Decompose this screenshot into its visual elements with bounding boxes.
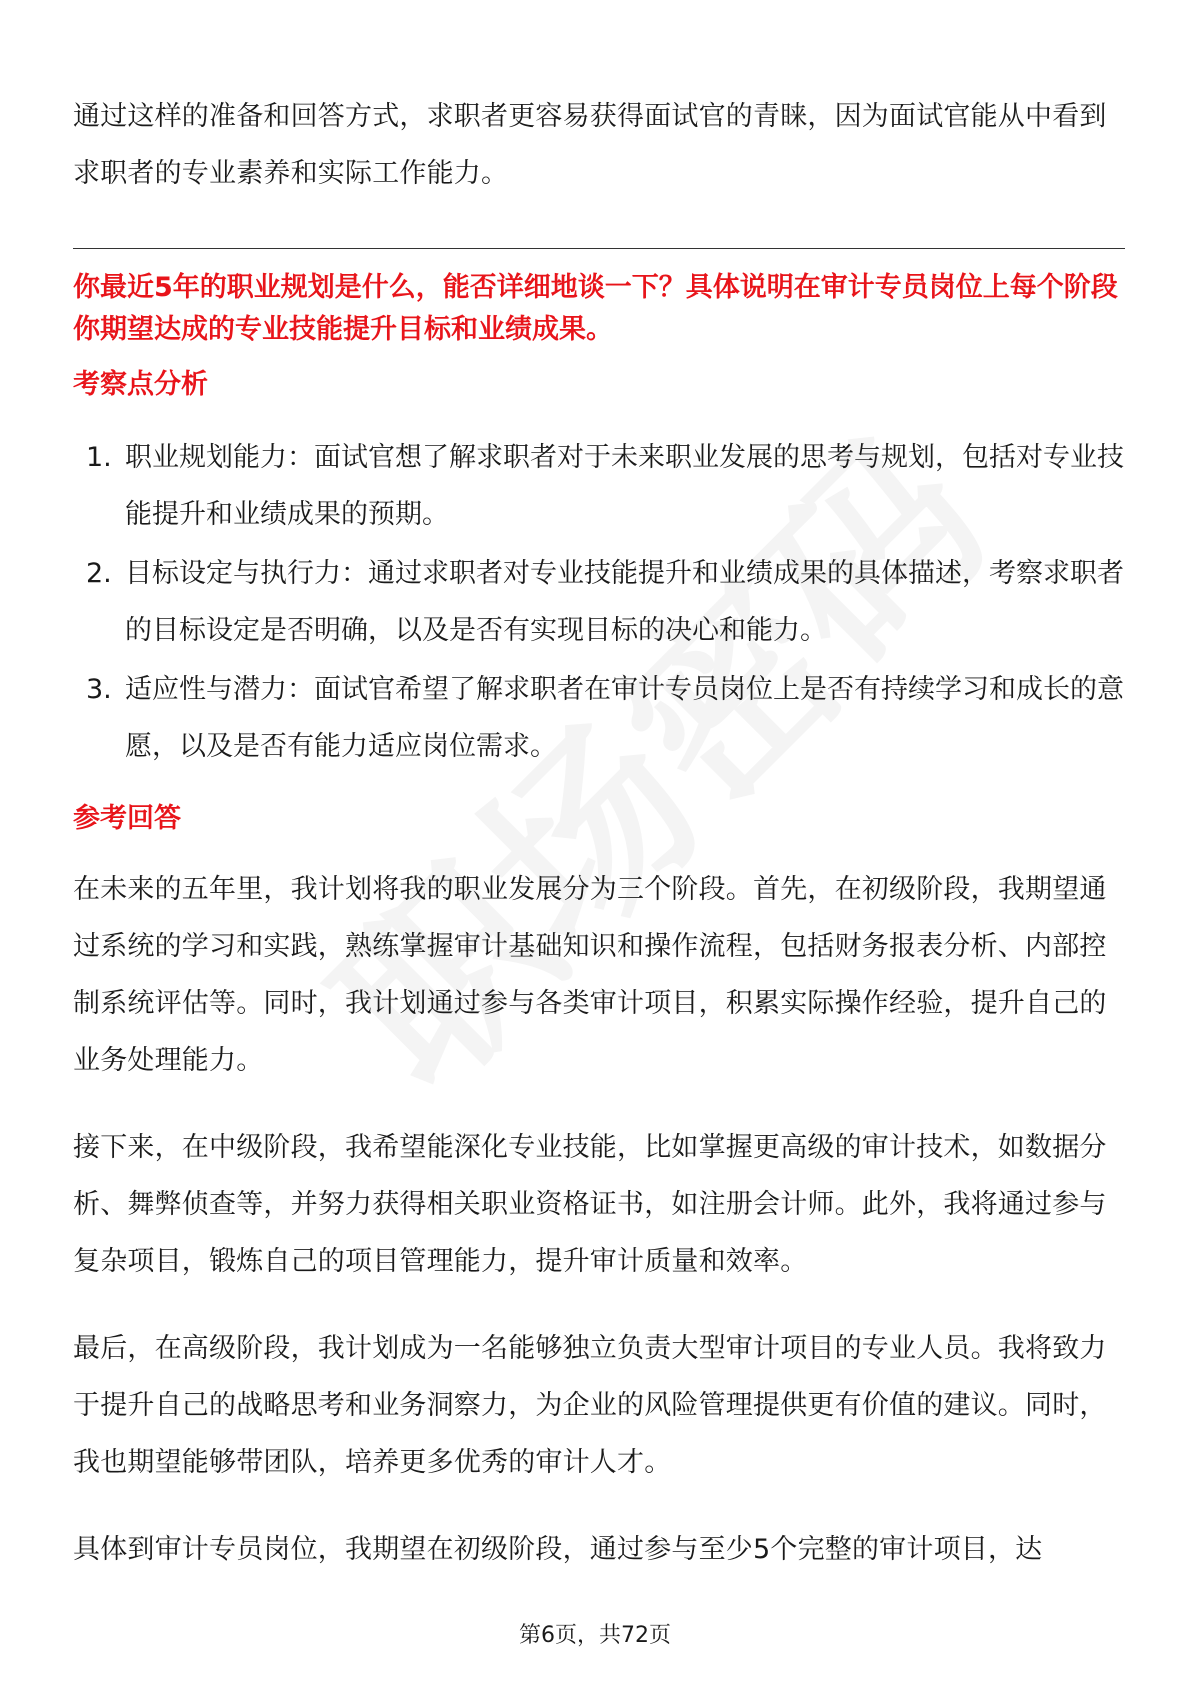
answer-heading: 参考回答 bbox=[73, 803, 181, 834]
intro-paragraph: 通过这样的准备和回答方式，求职者更容易获得面试官的青睐，因为面试官能从中看到求职者的专业素养和实际工作能力。 bbox=[73, 101, 1107, 189]
list-item-text: 目标设定与执行力：通过求职者对专业技能提升和业绩成果的具体描述，考察求职者的目标设定是否明确，以及是否有实现目标的决心和能力。 bbox=[125, 558, 1124, 646]
answer-paragraph: 具体到审计专员岗位，我期望在初级阶段，通过参与至少5个完整的审计项目，达 bbox=[73, 1534, 1043, 1565]
document-page bbox=[73, 88, 1125, 1578]
question-title: 你最近5年的职业规划是什么，能否详细地谈一下？具体说明在审计专员岗位上每个阶段你期望达成的专业技能提升目标和业绩成果。 bbox=[73, 272, 1118, 345]
list-item bbox=[73, 545, 1125, 659]
list-item bbox=[73, 661, 1125, 775]
list-item-number: 3. bbox=[86, 674, 112, 705]
analysis-heading: 考察点分析 bbox=[73, 369, 208, 400]
list-item-text: 职业规划能力：面试官想了解求职者对于未来职业发展的思考与规划，包括对专业技能提升和业绩成果的预期。 bbox=[125, 442, 1124, 530]
analysis-list bbox=[73, 429, 1125, 775]
answer-paragraph: 最后，在高级阶段，我计划成为一名能够独立负责大型审计项目的专业人员。我将致力于提升自己的战略思考和业务洞察力，为企业的风险管理提供更有价值的建议。同时，我也期望能够带团队，培养更多优秀的审计人才。 bbox=[73, 1333, 1107, 1478]
list-item bbox=[73, 429, 1125, 543]
answer-paragraph: 在未来的五年里，我计划将我的职业发展分为三个阶段。首先，在初级阶段，我期望通过系统的学习和实践，熟练掌握审计基础知识和操作流程，包括财务报表分析、内部控制系统评估等。同时，我计划通过参与各类审计项目，积累实际操作经验，提升自己的业务处理能力。 bbox=[73, 874, 1107, 1076]
page-number-footer: 第6页，共72页 bbox=[519, 1623, 671, 1648]
list-item-number: 2. bbox=[86, 558, 112, 589]
answer-paragraph: 接下来，在中级阶段，我希望能深化专业技能，比如掌握更高级的审计技术，如数据分析、舞弊侦查等，并努力获得相关职业资格证书，如注册会计师。此外，我将通过参与复杂项目，锻炼自己的项目管理能力，提升审计质量和效率。 bbox=[73, 1132, 1107, 1277]
list-item-number: 1. bbox=[86, 442, 112, 473]
section-divider bbox=[73, 248, 1125, 249]
list-item-text: 适应性与潜力：面试官希望了解求职者在审计专员岗位上是否有持续学习和成长的意愿，以及是否有能力适应岗位需求。 bbox=[125, 674, 1124, 762]
